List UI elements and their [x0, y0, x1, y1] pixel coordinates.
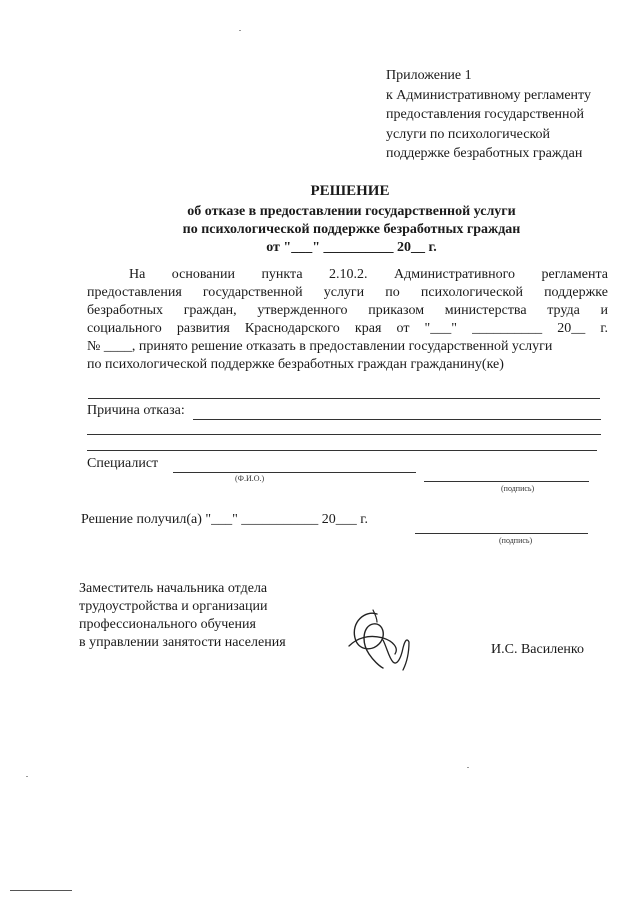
- received-label: Решение получил(а) "___" ___________ 20___ г.: [81, 512, 368, 527]
- appendix-line: поддержке безработных граждан: [386, 146, 583, 161]
- paragraph-line: На основании пункта 2.10.2. Административного регламента: [129, 267, 608, 282]
- paragraph-line: предоставления государственной услуги по психологической поддержке: [87, 285, 608, 300]
- refusal-label: Причина отказа:: [87, 403, 185, 418]
- refusal-reason-line[interactable]: [87, 434, 601, 435]
- appendix-line: предоставления государственной: [386, 107, 585, 122]
- refusal-reason-line[interactable]: [87, 450, 597, 451]
- specialist-signature-caption: (подпись): [501, 484, 535, 493]
- official-position-line: в управлении занятости населения: [79, 635, 286, 650]
- scan-artifact-line: [10, 890, 72, 891]
- specialist-signature-line[interactable]: [424, 481, 589, 482]
- official-position-line: профессионального обучения: [79, 617, 256, 632]
- scan-speck: [239, 30, 241, 31]
- specialist-label: Специалист: [87, 456, 159, 471]
- refusal-reason-line[interactable]: [193, 419, 601, 420]
- appendix-block: [386, 66, 591, 164]
- paragraph-line: безработных граждан, утвержденного приказом министерства труда и: [87, 303, 608, 318]
- scan-speck: [26, 776, 28, 777]
- document-title: РЕШЕНИЕ: [310, 183, 390, 199]
- document-subtitle: по психологической поддержке безработных граждан: [182, 222, 521, 237]
- handwritten-signature: [343, 608, 423, 672]
- specialist-name-line[interactable]: [173, 472, 416, 473]
- document-subtitle: об отказе в предоставлении государственной услуги: [187, 204, 516, 219]
- paragraph-line: социального развития Краснодарского края от "___" __________ 20__ г.: [87, 321, 608, 336]
- received-signature-caption: (подпись): [499, 536, 533, 545]
- paragraph-line: № ____, принято решение отказать в предоставлении государственной услуги: [87, 339, 553, 354]
- paragraph-line: по психологической поддержке безработных граждан гражданину(ке): [87, 357, 504, 372]
- appendix-line: услуги по психологической: [386, 126, 551, 142]
- document-date-line: от "___" __________ 20__ г.: [266, 240, 437, 255]
- decision-paragraph: [87, 266, 608, 374]
- official-name: И.С. Василенко: [491, 642, 584, 657]
- official-position-line: Заместитель начальника отдела: [79, 581, 268, 596]
- citizen-name-line[interactable]: [88, 398, 600, 399]
- official-position: [79, 580, 286, 652]
- scan-speck: [467, 767, 469, 768]
- received-signature-line[interactable]: [415, 533, 588, 534]
- appendix-line: Приложение 1: [386, 68, 472, 83]
- specialist-name-caption: (Ф.И.О.): [235, 474, 265, 483]
- official-position-line: трудоустройства и организации: [79, 599, 268, 614]
- appendix-line: к Административному регламенту: [386, 87, 591, 103]
